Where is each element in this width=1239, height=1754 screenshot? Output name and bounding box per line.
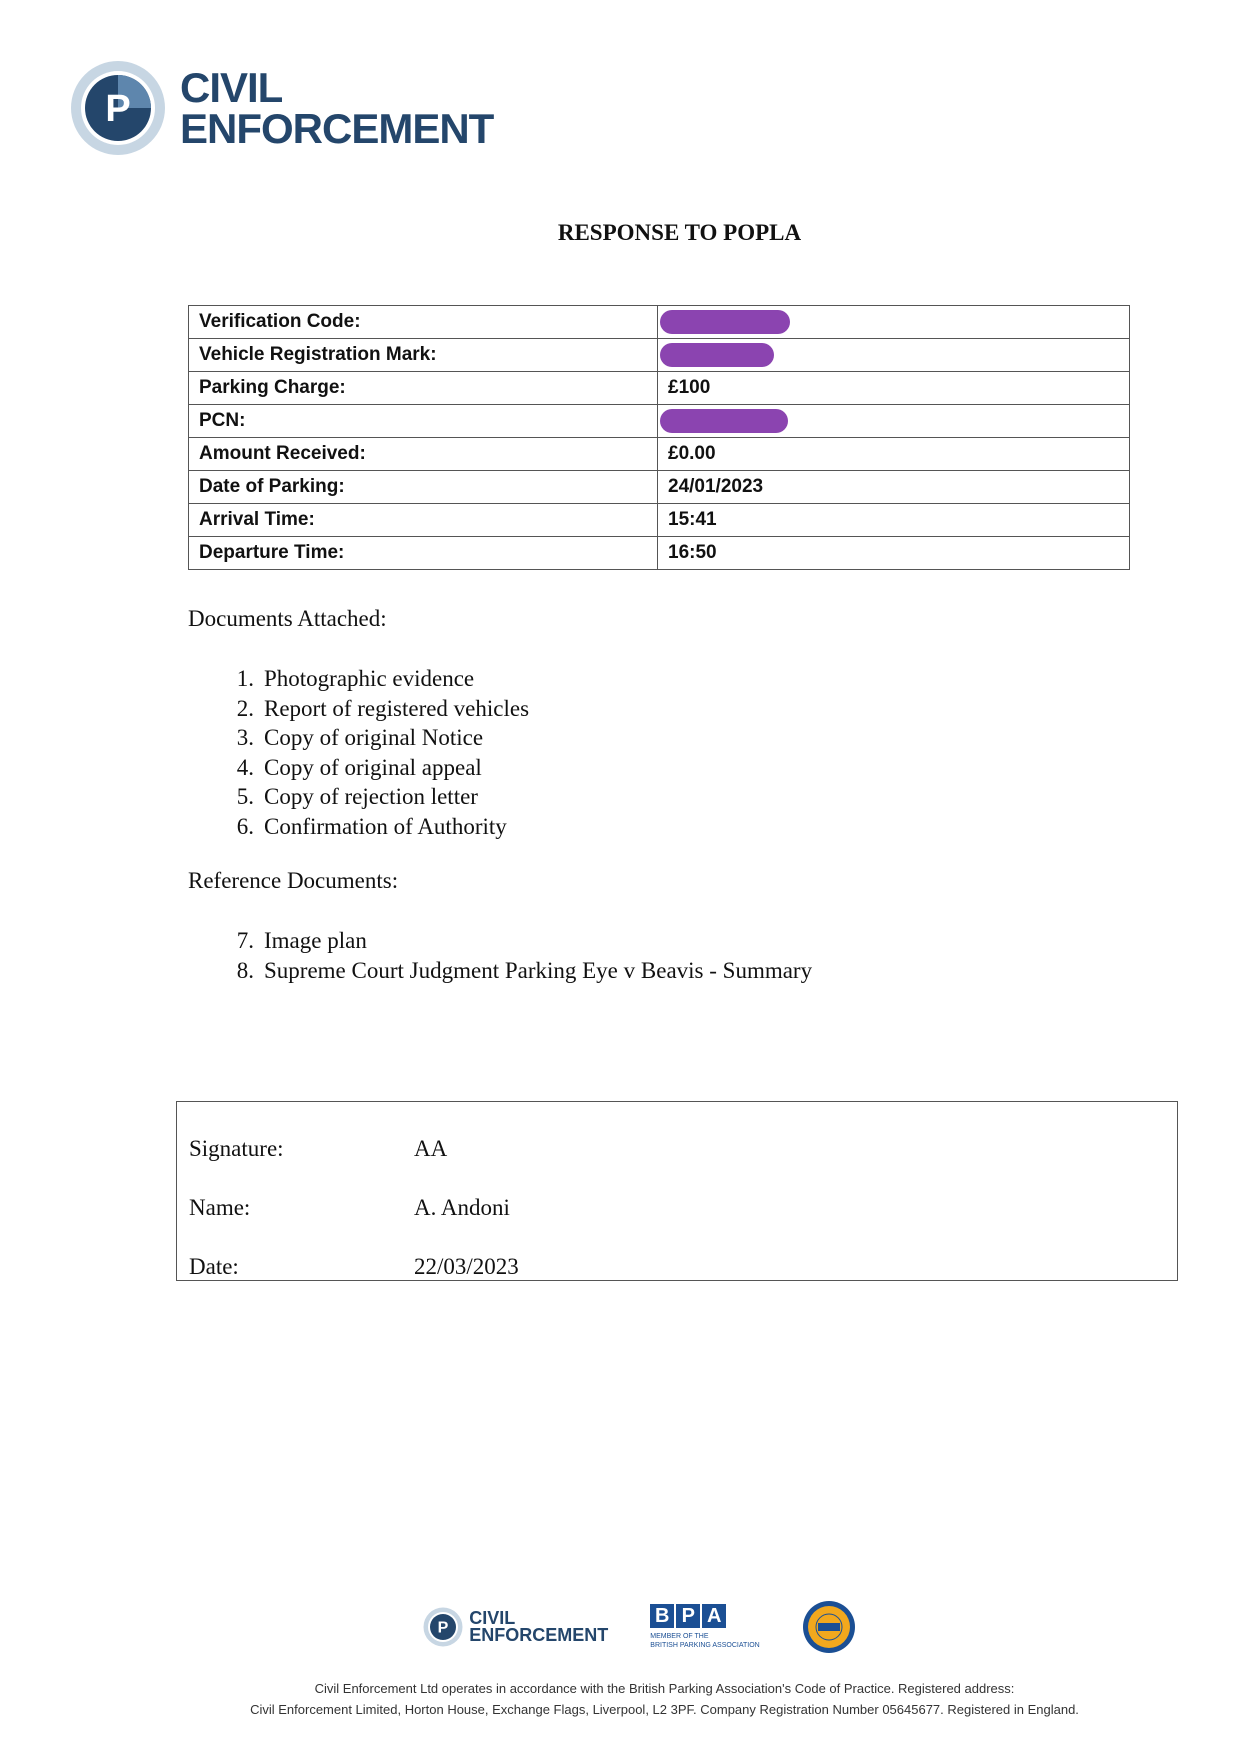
page-title: RESPONSE TO POPLA (557, 220, 802, 245)
details-row (189, 504, 1130, 537)
reference-documents-heading: Reference Documents: (188, 868, 399, 893)
list-item-text: Report of registered vehicles (264, 695, 530, 721)
footer-ce-logo (423, 1607, 608, 1647)
details-label: Date of Parking: (189, 471, 658, 504)
footer-line1: Civil Enforcement Ltd operates in accordance with the British Parking Association's Code of Practice. Registered address: (314, 1681, 1015, 1696)
signature-label: Signature: (189, 1136, 284, 1161)
details-label: Parking Charge: (189, 372, 658, 405)
reference-documents-list (212, 926, 812, 985)
details-label: PCN: (189, 405, 658, 438)
details-row (189, 537, 1130, 570)
details-value: £100 (658, 372, 1130, 405)
date-value: 22/03/2023 (414, 1254, 519, 1279)
documents-attached-heading: Documents Attached: (188, 606, 387, 631)
footer-line2: Civil Enforcement Limited, Horton House, Exchange Flags, Liverpool, L2 3PF. Company Registration Number 05645677. Registered in England. (250, 1702, 1079, 1717)
list-item-number: 5. (236, 784, 254, 809)
list-item-number: 2. (236, 695, 254, 721)
footer-ce-line1: CIVIL (469, 1607, 516, 1628)
list-item (212, 694, 529, 724)
list-item-text: Confirmation of Authority (264, 813, 507, 839)
details-label: Amount Received: (189, 438, 658, 471)
footer-legal-text (0, 1678, 1239, 1720)
details-label: Vehicle Registration Mark: (189, 339, 658, 372)
signature-box (176, 1101, 1178, 1281)
redaction-mark (660, 310, 790, 334)
date-row (189, 1254, 519, 1280)
list-item-number: 8. (236, 957, 254, 983)
list-item-number: 6. (236, 813, 254, 839)
logo-line1: CIVIL (180, 63, 283, 111)
logo-letter: P (105, 88, 131, 130)
list-item (212, 753, 529, 783)
list-item-number: 7. (236, 928, 254, 953)
list-item-text: Image plan (264, 928, 367, 953)
list-item (212, 782, 529, 812)
bpa-letter: B (650, 1604, 674, 1628)
list-item (212, 812, 529, 842)
name-label: Name: (189, 1195, 251, 1220)
civil-enforcement-logo (70, 60, 493, 156)
date-label: Date: (189, 1254, 239, 1279)
redaction-mark (660, 409, 788, 433)
footer-parking-p-icon (423, 1607, 463, 1647)
list-item-text: Supreme Court Judgment Parking Eye v Beavis - Summary (264, 957, 813, 983)
details-table (188, 305, 1130, 570)
list-item-number: 3. (236, 725, 254, 750)
details-row (189, 471, 1130, 504)
signature-row (189, 1136, 447, 1162)
logo-wordmark (180, 63, 494, 152)
details-value: 24/01/2023 (658, 471, 1130, 504)
footer-logos (0, 1600, 1239, 1654)
approved-operator-badge-icon (802, 1600, 856, 1654)
redaction-mark (660, 343, 774, 367)
details-value: £0.00 (658, 438, 1130, 471)
list-item (212, 956, 812, 986)
bpa-sub-line1: MEMBER OF THE (650, 1633, 709, 1640)
bpa-letters (650, 1604, 759, 1628)
details-value (658, 306, 1130, 339)
details-value: 16:50 (658, 537, 1130, 570)
details-label: Verification Code: (189, 306, 658, 339)
list-item-text: Photographic evidence (264, 666, 475, 691)
svg-text:P: P (437, 1619, 449, 1637)
name-row (189, 1195, 510, 1221)
list-item-text: Copy of original appeal (264, 754, 482, 780)
details-row (189, 372, 1130, 405)
list-item-number: 1. (236, 666, 254, 691)
bpa-member-text (650, 1632, 759, 1650)
bpa-letter: P (676, 1604, 700, 1628)
list-item-text: Copy of rejection letter (264, 784, 478, 809)
bpa-letter: A (702, 1604, 726, 1628)
details-row (189, 438, 1130, 471)
bpa-sub-line2: BRITISH PARKING ASSOCIATION (650, 1642, 760, 1649)
parking-p-icon (70, 60, 166, 156)
name-value: A. Andoni (414, 1195, 510, 1220)
details-row (189, 405, 1130, 438)
list-item (212, 664, 529, 694)
details-row (189, 306, 1130, 339)
footer-ce-line2: ENFORCEMENT (469, 1625, 609, 1645)
signature-value: AA (414, 1136, 448, 1161)
details-value (658, 405, 1130, 438)
logo-line2: ENFORCEMENT (180, 105, 494, 152)
details-label: Departure Time: (189, 537, 658, 570)
bpa-logo (650, 1604, 759, 1650)
documents-attached-list (212, 664, 529, 841)
list-item-number: 4. (236, 754, 254, 780)
details-value: 15:41 (658, 504, 1130, 537)
footer-ce-wordmark (469, 1607, 609, 1645)
list-item (212, 926, 812, 956)
list-item (212, 723, 529, 753)
list-item-text: Copy of original Notice (264, 725, 484, 750)
details-label: Arrival Time: (189, 504, 658, 537)
details-row (189, 339, 1130, 372)
details-value (658, 339, 1130, 372)
